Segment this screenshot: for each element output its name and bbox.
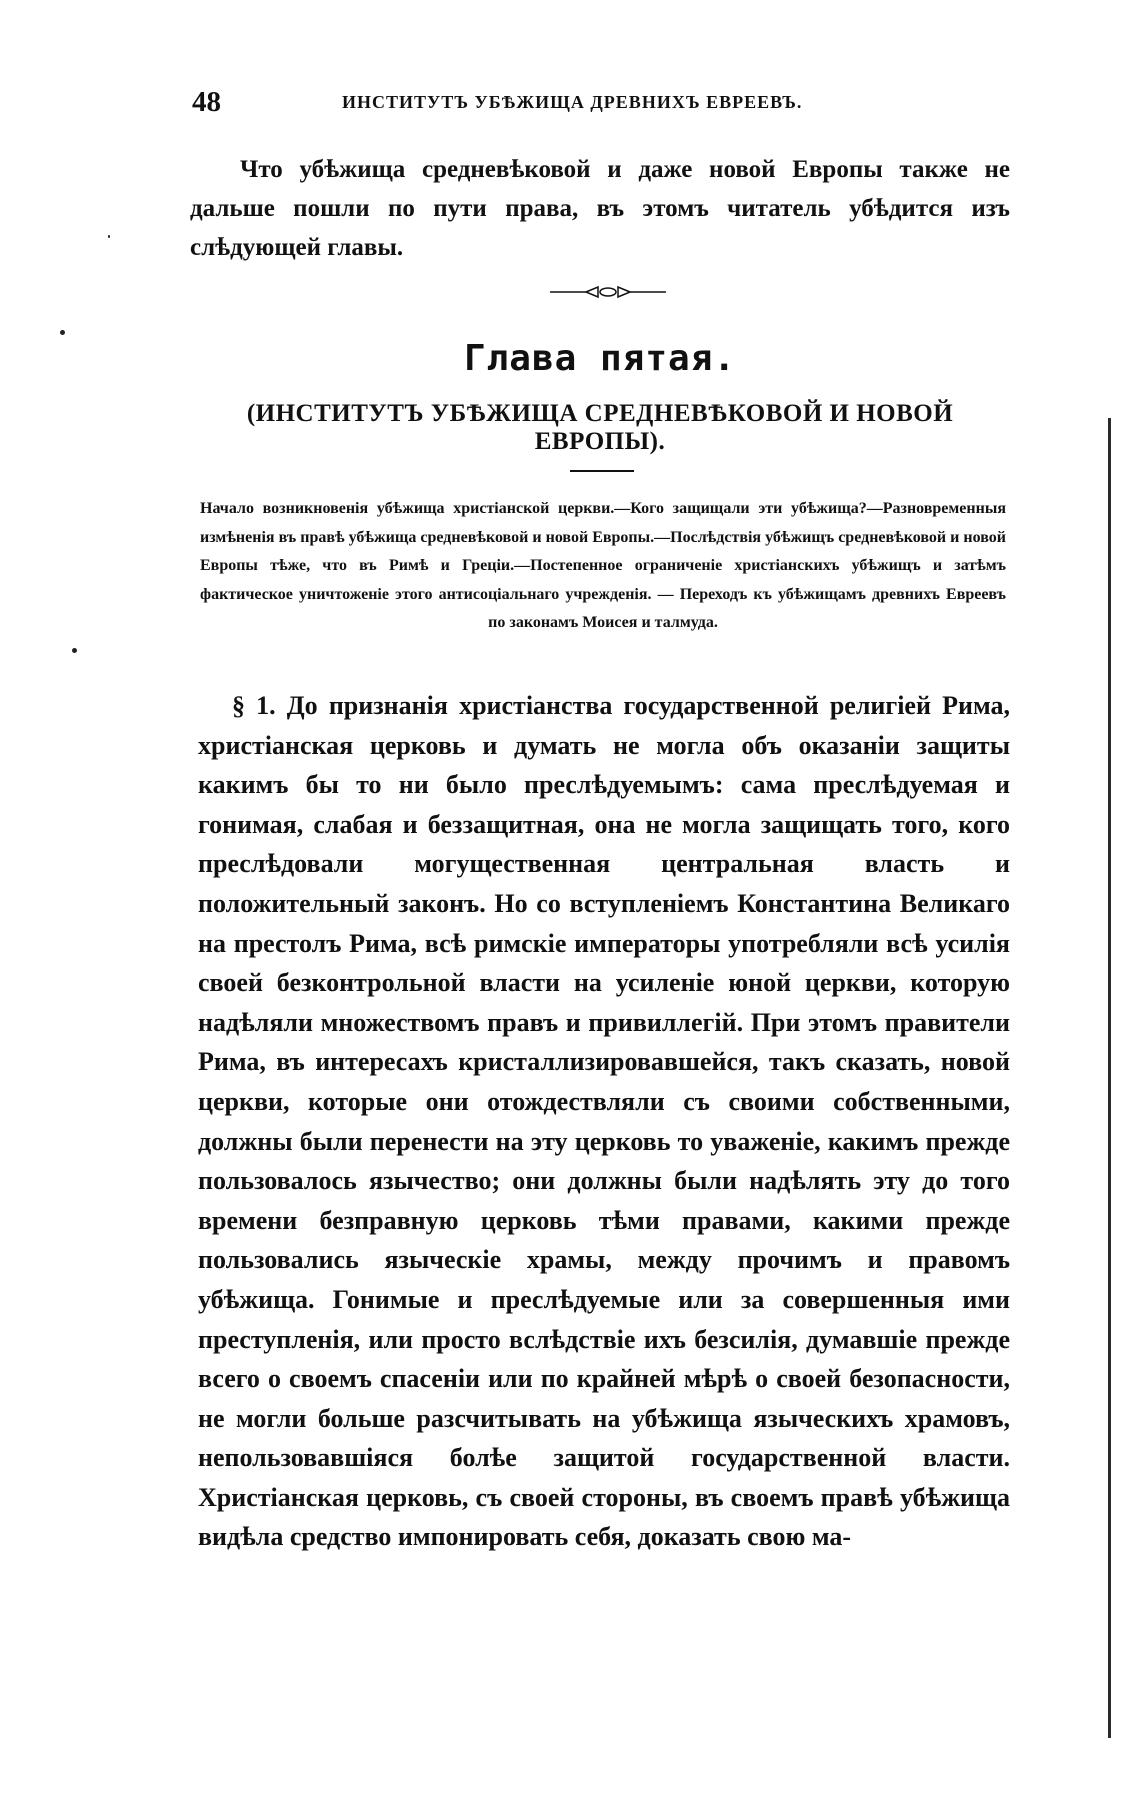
scan-speck	[72, 648, 77, 653]
page-number: 48	[192, 86, 221, 118]
body-paragraph: § 1. До признанія христіанства государственной религіей Рима, христіанская церковь и думать не могла объ оказаніи защиты какимъ бы то ни было преслѣдуемымъ: сама преслѣдуемая и гонимая, слабая и беззащитная, она не могла защищать того, кого преслѣдовали могущественная центральная власть и положительный законъ. Но со вступленіемъ Константина Великаго на престолъ Рима, всѣ римскіе императоры употребляли всѣ усилія своей безконтрольной власти на усиленіе юной церкви, которую надѣляли множествомъ правъ и привиллегій. При этомъ правители Рима, въ интересахъ кристаллизировавшейся, такъ сказать, новой церкви, которые они отождествляли съ своими собственными, должны были перенести на эту церковь то уваженіе, какимъ прежде пользовалось язычество; они должны были надѣлять эту до того времени безправную церковь тѣми правами, какими прежде пользовались языческіе храмы, между прочимъ и правомъ убѣжища. Гонимые и преслѣдуемые или за совершенныя ими преступленія, или просто вслѣдствіе ихъ безсилія, думавшіе прежде всего о своемъ спасеніи или по крайней мѣрѣ о своей безопасности, не могли больше разсчитывать на убѣжища языческихъ храмовъ, непользовавшіяся болѣе защитой государственной власти. Христіанская церковь, съ своей стороны, въ своемъ правѣ убѣжища видѣла средство импонировать себя, доказать свою ма-	[198, 691, 1010, 1552]
scan-speck	[60, 330, 65, 335]
running-head-title: ИНСТИТУТЪ УБѢЖИЩА ДРЕВНИХЪ ЕВРЕЕВЪ.	[342, 92, 803, 112]
chapter-subtitle: (ИНСТИТУТЪ УБѢЖИЩА СРЕДНЕВѢКОВОЙ И НОВОЙ ЕВРОПЫ).	[246, 400, 954, 455]
chapter-summary: Начало возникновенія убѣжища христіанской церкви.—Кого защищали эти убѣжища?—Разновременныя измѣненія въ правѣ убѣжища средневѣковой и новой Европы.—Послѣдствія убѣжищъ средневѣковой и новой Европы тѣже, что въ Римѣ и Греціи.—Постепенное ограниченіе христіанскихъ убѣжищъ и затѣмъ фактическое уничтоженіе этого антисоціальнаго учрежденія. — Переходъ къ убѣжищамъ древнихъ Евреевъ по законамъ Моисея и талмуда.	[200, 500, 1006, 631]
ornament-icon	[548, 285, 668, 299]
page-edge-line	[1108, 418, 1111, 1738]
chapter-title: Глава пятая.	[463, 338, 737, 379]
running-head	[192, 86, 1032, 126]
scan-speck	[108, 235, 110, 238]
section-divider	[570, 470, 634, 472]
intro-paragraph: Что убѣжища средневѣковой и даже новой Европы также не дальше пошли по пути права, въ этомъ читатель убѣдится изъ слѣдующей главы.	[190, 156, 1010, 261]
